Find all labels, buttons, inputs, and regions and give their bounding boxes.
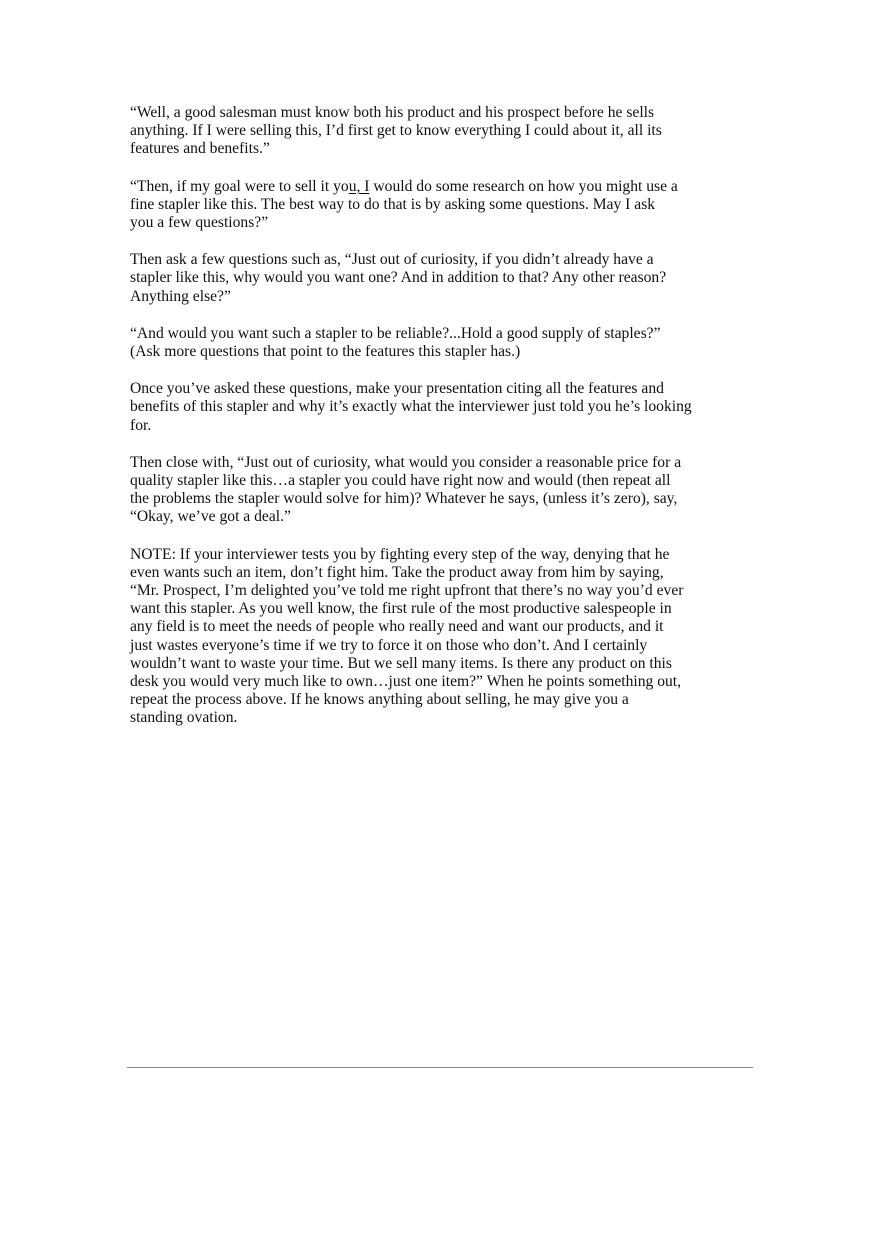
text-line: anything. If I were selling this, I’d first get to know everything I could about it, all its	[130, 122, 662, 140]
text-line: benefits of this stapler and why it’s exactly what the interviewer just told you he’s looking	[130, 398, 692, 416]
text-line: “Okay, we’ve got a deal.”	[130, 508, 291, 526]
text-line: quality stapler like this…a stapler you could have right now and would (then repeat all	[130, 472, 671, 490]
paragraph-reliable-stapler	[130, 325, 710, 361]
text-line: NOTE: If your interviewer tests you by fighting every step of the way, denying that he	[130, 545, 670, 563]
text-line: fine stapler like this. The best way to do that is by asking some questions. May I ask	[130, 195, 656, 213]
text-line: for.	[130, 416, 152, 434]
text-line: even wants such an item, don’t fight him. Take the product away from him by saying,	[130, 563, 664, 581]
text-line: Then close with, “Just out of curiosity, what would you consider a reasonable price for a	[130, 453, 682, 471]
text-line: repeat the process above. If he knows anything about selling, he may give you a	[130, 691, 629, 709]
paragraph-ask-questions	[130, 251, 710, 306]
text-line: wouldn’t want to waste your time. But we sell many items. Is there any product on this	[130, 654, 672, 672]
text-line: (Ask more questions that point to the features this stapler has.)	[130, 343, 521, 361]
text-line: any field is to meet the needs of people who really need and want our products, and it	[130, 618, 664, 636]
text-line: “Well, a good salesman must know both his product and his prospect before he sells	[130, 104, 655, 121]
text-run: would do some research on how you might use a	[369, 177, 678, 195]
text-line: just wastes everyone’s time if we try to force it on those who don’t. And I certainly	[130, 636, 648, 654]
text-line: features and benefits.”	[130, 140, 270, 158]
text-line: the problems the stapler would solve for him)? Whatever he says, (unless it’s zero), say,	[130, 490, 678, 508]
paragraph-presentation	[130, 380, 710, 435]
text-line: desk you would very much like to own…just one item?” When he points something out,	[130, 673, 682, 691]
paragraph-research-questions	[130, 178, 710, 233]
text-run: “Then, if my goal were to sell it yo	[130, 177, 349, 195]
text-line: stapler like this, why would you want one? And in addition to that? Any other reason?	[130, 269, 667, 287]
text-line: you a few questions?”	[130, 214, 269, 232]
underlined-text: u, I	[348, 177, 370, 195]
footer-divider	[127, 1067, 753, 1068]
paragraph-know-product	[130, 104, 710, 159]
text-line: want this stapler. As you well know, the first rule of the most productive salespeople in	[130, 600, 672, 618]
text-line: “Mr. Prospect, I’m delighted you’ve told me right upfront that there’s no way you’d ever	[130, 582, 684, 600]
document-body	[130, 104, 710, 747]
text-line	[130, 178, 710, 196]
text-line: Anything else?”	[130, 287, 231, 305]
paragraph-note	[130, 546, 710, 728]
paragraph-close	[130, 454, 710, 527]
text-line: “And would you want such a stapler to be reliable?...Hold a good supply of staples?”	[130, 324, 661, 342]
text-line: Then ask a few questions such as, “Just out of curiosity, if you didn’t already have a	[130, 251, 654, 269]
text-line: standing ovation.	[130, 709, 238, 727]
text-line: Once you’ve asked these questions, make your presentation citing all the features and	[130, 380, 664, 398]
